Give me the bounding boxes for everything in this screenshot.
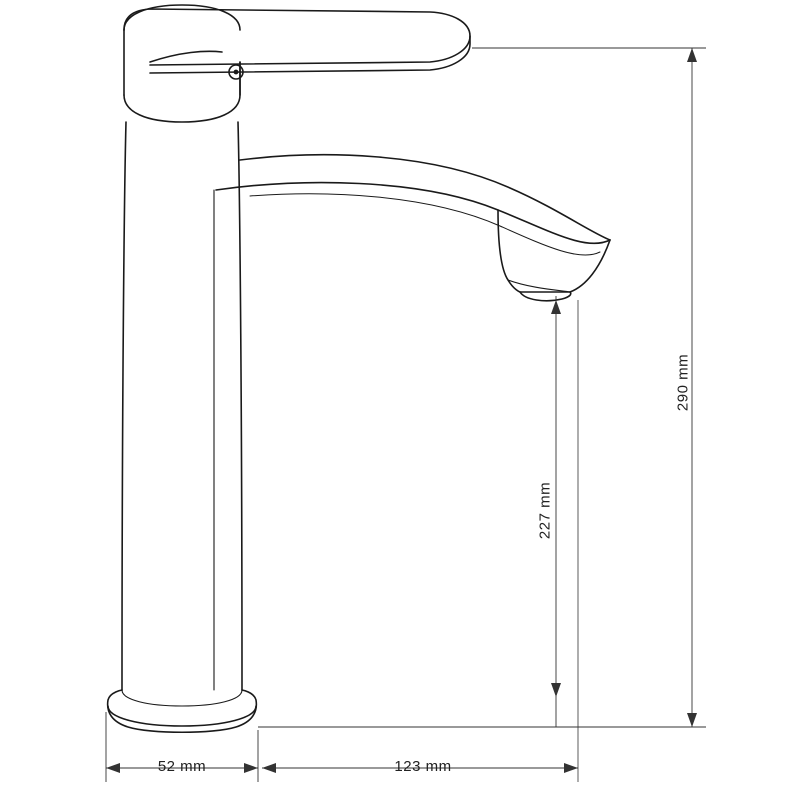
spout-upper-outline (216, 183, 610, 244)
arrowhead-123-right (564, 763, 578, 773)
housing-bottom-curve (124, 62, 240, 122)
spout-tip-outline (520, 240, 610, 292)
handle-underside (150, 36, 470, 73)
dimension-label-227: 227 mm (536, 481, 554, 540)
arrowhead-52-left (106, 763, 120, 773)
spout-underside (498, 210, 520, 292)
index-screw-center-icon (234, 70, 239, 75)
spout-inner-crease (250, 194, 600, 255)
arrowhead-123-left (262, 763, 276, 773)
aerator-outlet (520, 292, 571, 301)
arrowhead-290-top (687, 48, 697, 62)
dimension-label-52: 52 mm (157, 758, 207, 775)
arrowhead-290-bottom (687, 713, 697, 727)
spout-top-outline (240, 155, 610, 240)
arrowhead-227-top (551, 300, 561, 314)
handle-crease (150, 51, 222, 62)
arrowhead-52-right (244, 763, 258, 773)
arrowhead-227-bottom (551, 683, 561, 697)
dimension-label-290: 290 mm (674, 353, 692, 412)
base-flange-lower-edge (108, 706, 256, 726)
base-flange-top-ellipse (122, 690, 242, 706)
dimension-label-123: 123 mm (394, 758, 452, 775)
column-left-edge (122, 122, 126, 690)
column-right-edge (238, 122, 242, 690)
handle-top-outline (124, 9, 470, 65)
